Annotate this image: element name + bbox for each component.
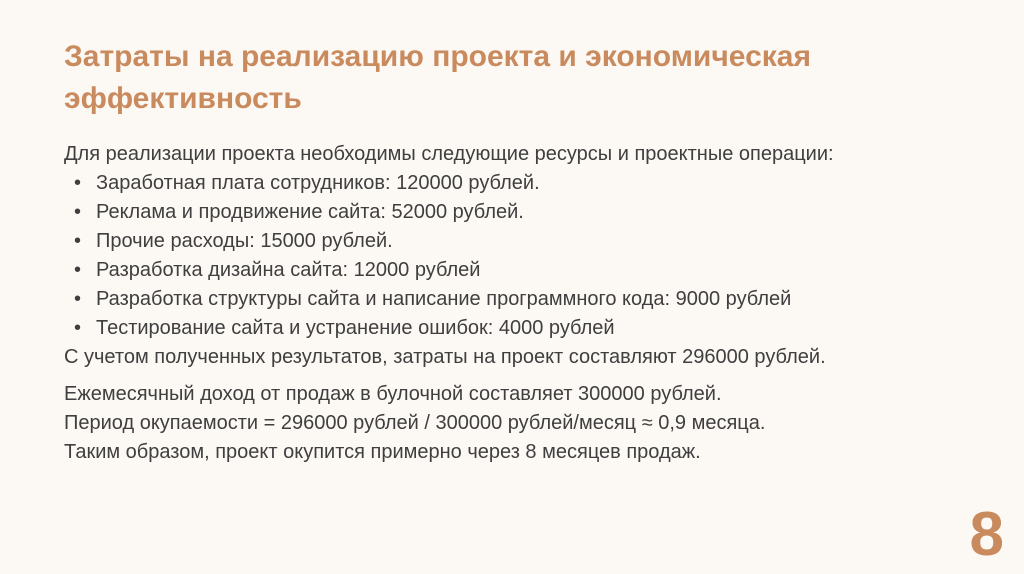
total-cost-text: С учетом полученных результатов, затраты на проект составляют 296000 рублей. (64, 346, 826, 368)
slide-title (64, 36, 964, 120)
bullet-icon: • (74, 259, 82, 281)
cost-list (64, 169, 984, 343)
list-item-text: Разработка дизайна сайта: 12000 рублей (96, 259, 481, 281)
slide-title-line-1: Затраты на реализацию проекта и экономическая (64, 40, 811, 73)
list-item (64, 256, 984, 285)
list-item-text: Прочие расходы: 15000 рублей. (96, 230, 393, 252)
bullet-icon: • (74, 201, 82, 223)
list-item-text: Разработка структуры сайта и написание программного кода: 9000 рублей (96, 288, 792, 310)
bullet-icon: • (74, 317, 82, 339)
slide-title-line-2: эффективность (64, 82, 302, 115)
page-number: 8 (969, 500, 1004, 569)
income-text: Ежемесячный доход от продаж в булочной составляет 300000 рублей. (64, 383, 722, 405)
list-item (64, 314, 984, 343)
list-item (64, 169, 984, 198)
list-item-text: Тестирование сайта и устранение ошибок: 4000 рублей (96, 317, 615, 339)
list-item-text: Заработная плата сотрудников: 120000 рублей. (96, 172, 540, 194)
list-item (64, 198, 984, 227)
list-item-text: Реклама и продвижение сайта: 52000 рублей. (96, 201, 524, 223)
bullet-icon: • (74, 230, 82, 252)
slide-body (64, 140, 984, 467)
intro-text: Для реализации проекта необходимы следующие ресурсы и проектные операции: (64, 143, 834, 165)
payback-text: Период окупаемости = 296000 рублей / 300000 рублей/месяц ≈ 0,9 месяца. (64, 412, 766, 434)
bullet-icon: • (74, 288, 82, 310)
bullet-icon: • (74, 172, 82, 194)
list-item (64, 227, 984, 256)
list-item (64, 285, 984, 314)
conclusion-text: Таким образом, проект окупится примерно через 8 месяцев продаж. (64, 441, 701, 463)
